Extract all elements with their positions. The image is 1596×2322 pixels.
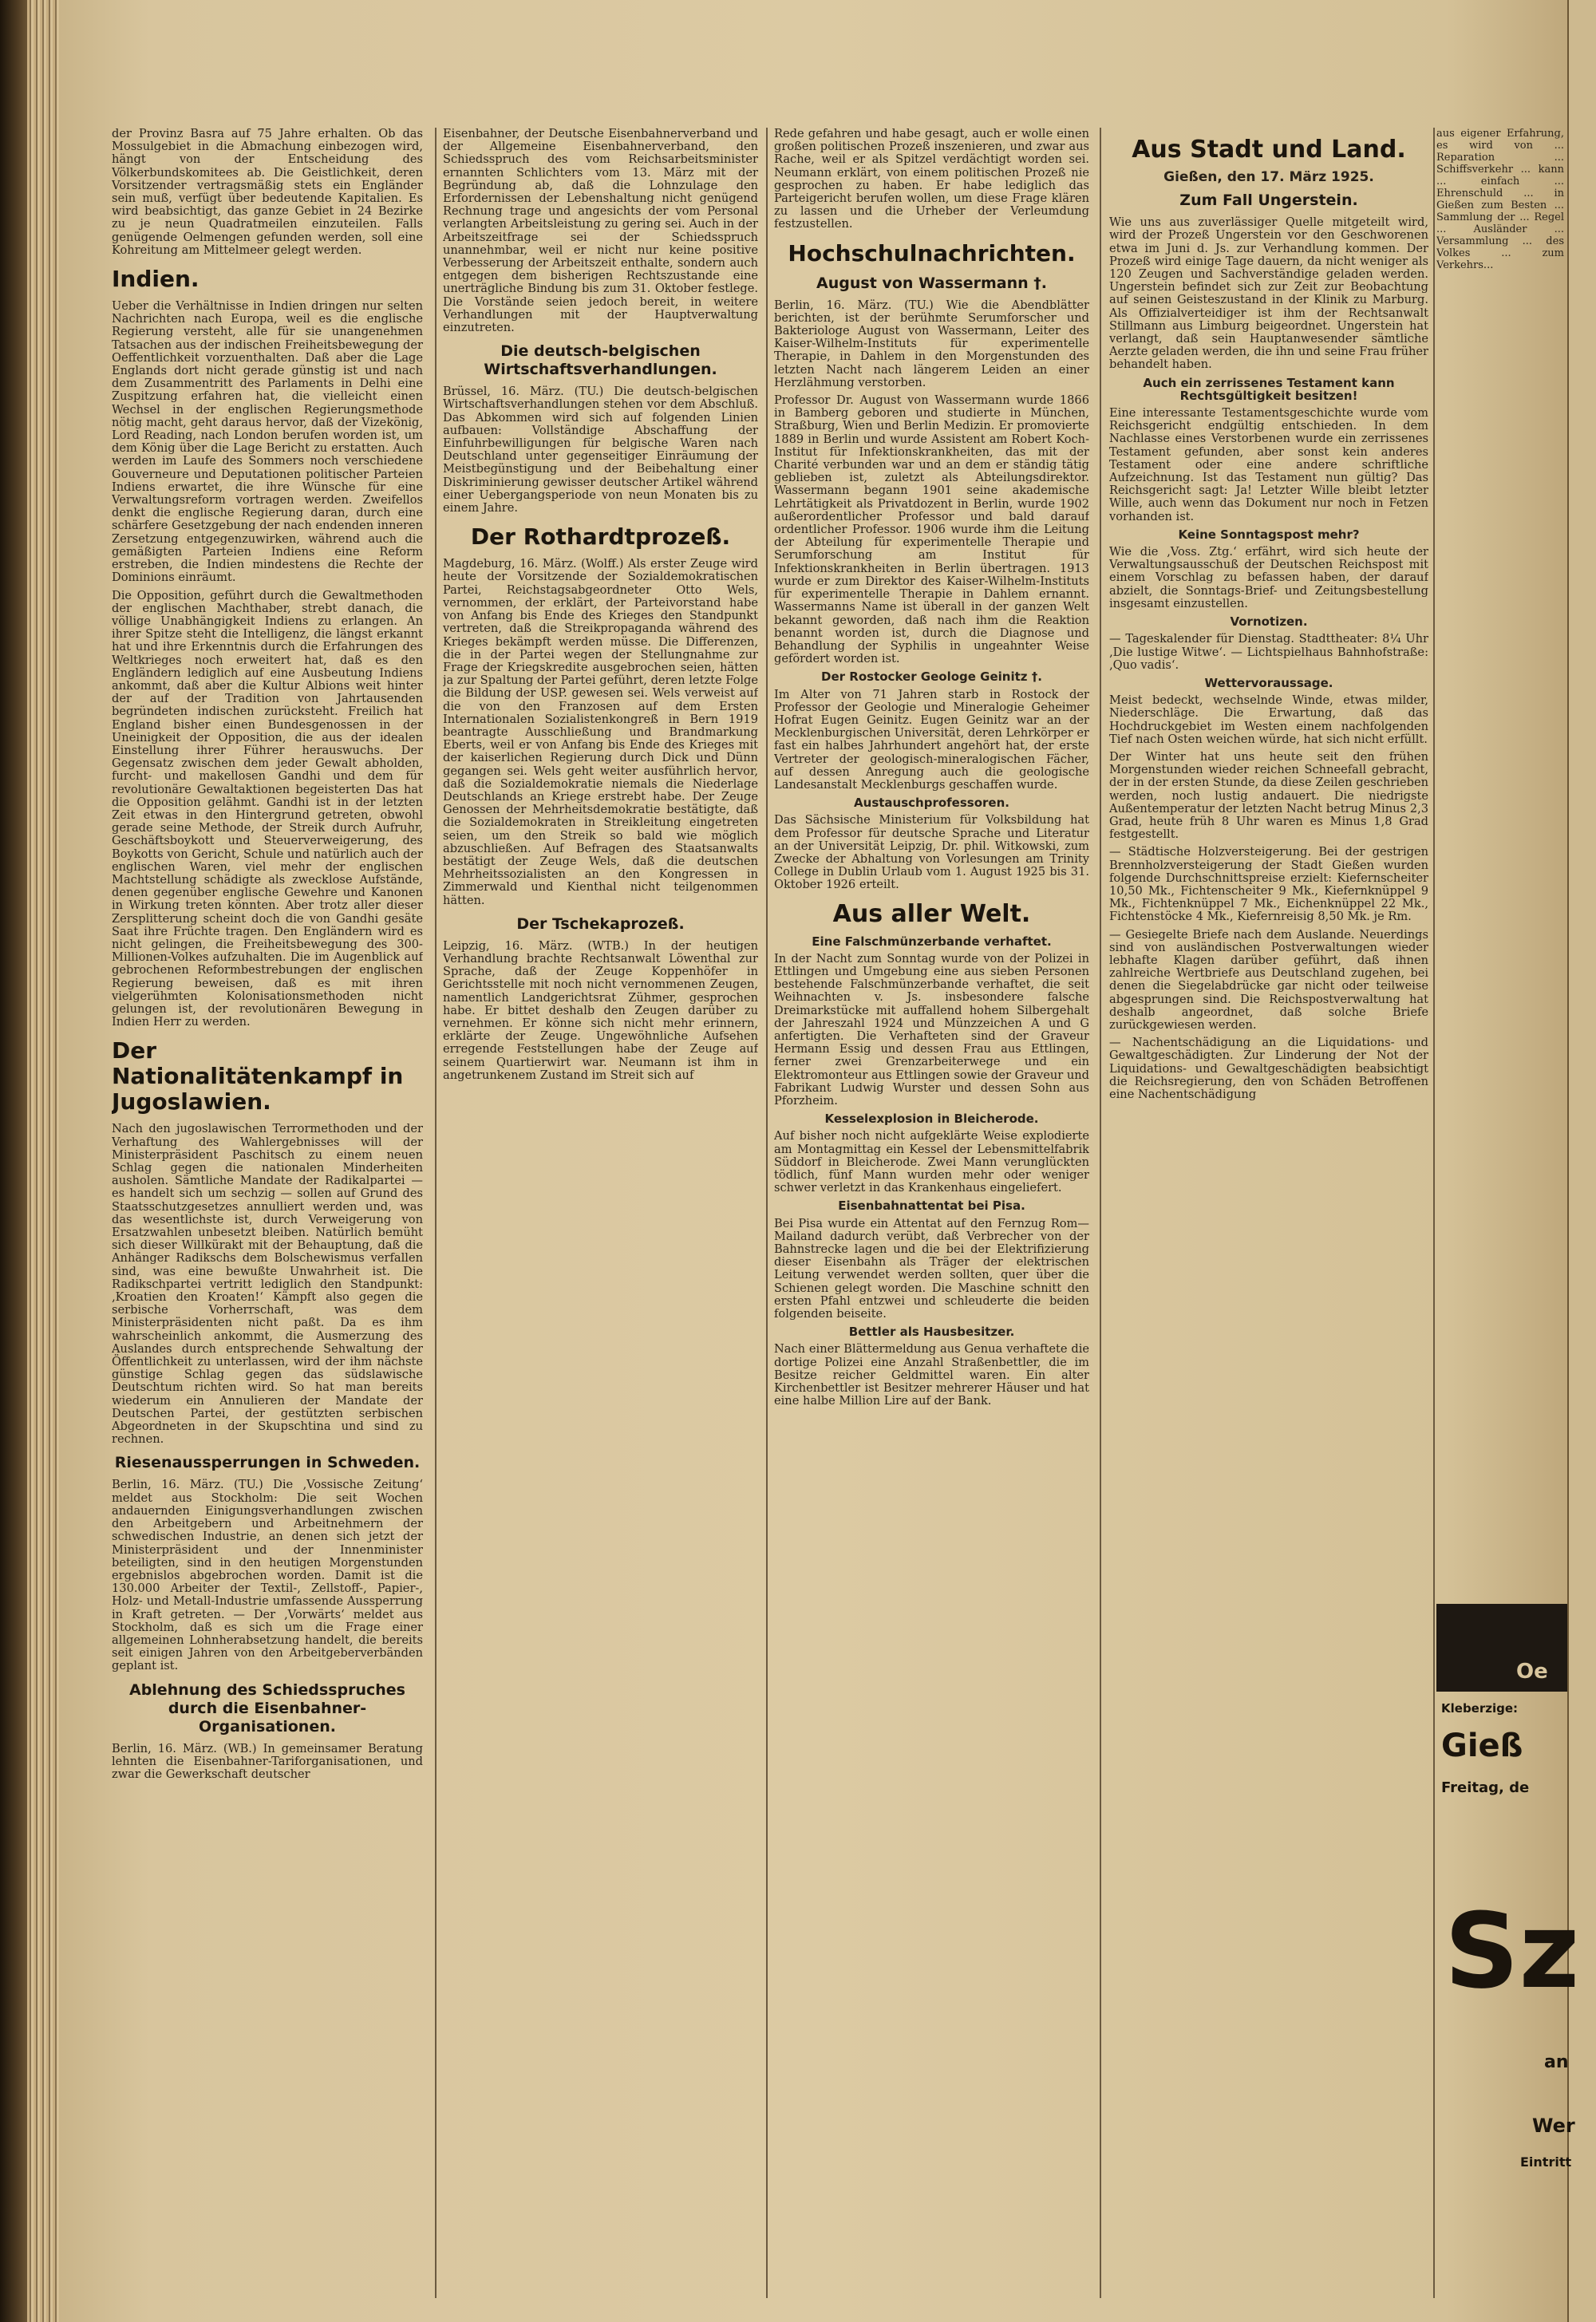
article-text: Leipzig, 16. März. (WTB.) In der heutigen Verhandlung brachte Rechtsanwalt Löwenthal zur Sprache, daß der Zeuge Koppenhöfer in Gerichtsstelle mit noch nicht vernommenen Zeugen, namentlich Landgerichtsrat Zühmer, gesprochen habe. Er bittet deshalb den Zeugen darüber zu vernehmen. Er könne sich nicht mehr erinnern, erklärte der Zeuge. Ungewöhnliche Aufsehen erregende Feststellungen habe der Zeuge auf seinem Quartierwirt war. Neumann ist ihm in angetrunkenem Zustand im Streit sich auf [443, 938, 758, 1082]
headline-wassermann: August von Wassermann †. [816, 274, 1047, 292]
subheading: Eine Falschmünzerbande verhaftet. [812, 934, 1052, 949]
advertisement-text: Gieß [1441, 1728, 1523, 1764]
article-text: Brüssel, 16. März. (TU.) Die deutsch-belgischen Wirtschaftsverhandlungen stehen vor dem Abschluß. Das Abkommen wird sich auf folgenden Linien aufbauen: Vollständige Abschaffung der Einfuhrbewilligungen für belgische Waren nach Deutschland unter gegenseitiger Einräumung der Meistbegünstigung und der Beibehaltung einer Diskriminierung gewisser deutscher Artikel während einer Uebergangsperiode von neun Monaten bis zu einem Jahre. [443, 385, 758, 515]
article-text: Wie die ‚Voss. Ztg.‘ erfährt, wird sich heute der Verwaltungsausschuß der Deutschen Reichspost mit einem Vorschlag zu befassen haben, der darauf abzielt, die Sonntags-Brief- und Zeitungsbestellung insgesamt einzustellen. [1109, 545, 1428, 610]
column-rule [766, 128, 768, 2298]
article-text: — Nachentschädigung an die Liquidations- und Gewaltgeschädigten. Zur Linderung der Not der Liquidations- und Gewaltgeschädigten beabsichtigt die Reichsregierung, den von Schäden Betroffenen eine Nachentschädigung [1109, 1036, 1428, 1101]
article-text: Auf bisher noch nicht aufgeklärte Weise explodierte am Montagmittag ein Kessel der Lebensmittelfabrik Süddorf in Bleicherode. Zwei Mann verunglückten tödlich, fünf Mann wurden mehr oder weniger schwer verletzt in das Krankenhaus eingeliefert. [774, 1129, 1089, 1195]
subheading: Wettervoraussage. [1204, 675, 1333, 690]
article-text: Professor Dr. August von Wassermann wurde 1866 in Bamberg geboren und studierte in München, Straßburg, Wien und Berlin Medizin. Er promovierte 1889 in Berlin und wurde Assistent am Robert Koch-Institut für Infektionskrankheiten, das mit der Charité verbunden war und an dem er ständig tätig geblieben ist, zuletzt als Abteilungsdirektor. Wassermann begann 1901 seine akademische Lehrtätigkeit als Privatdozent in Berlin, wurde 1902 außerordentlicher Professor und bald darauf ordentlicher Professor. 1906 wurde ihm die Leitung der Abteilung für experimentelle Therapie und Serumforschung am Institut für Infektionskrankheiten in Berlin übertragen. 1913 wurde er zum Direktor des Kaiser-Wilhelm-Instituts für experimentelle Therapie in Dahlem ernannt. Wassermanns Name ist überall in der ganzen Welt bekannt geworden, daß nach ihm die Reaktion benannt worden ist, durch die Diagnose und Behandlung der Syphilis in ungeahnter Weise gefördert worden ist. [774, 393, 1089, 666]
column-4 [1109, 128, 1428, 2298]
headline-ablehnung: Ablehnung des Schiedsspruches durch die Eisenbahner-Organisationen. [128, 1680, 405, 1736]
article-text: Im Alter von 71 Jahren starb in Rostock der Professor der Geologie und Mineralogie Geheimer Hofrat Eugen Geinitz. Eugen Geinitz war an der Mecklenburgischen Universität, deren Lehrkörper er fast ein halbes Jahrhundert angehört hat, der erste Vertreter der geologisch-mineralogischen Fächer, auf dessen Anregung auch die geologische Landesanstalt Mecklenburgs geschaffen wurde. [774, 687, 1089, 792]
advertisement-text: Kleberzige: [1441, 1701, 1519, 1716]
article-text: Berlin, 16. März. (TU.) Die ‚Vossische Zeitung‘ meldet aus Stockholm: Die seit Wochen andauernden Einigungsverhandlungen zwischen den Arbeitgebern und Arbeitnehmern der schwedischen Industrie, an denen sich jetzt der Ministerpräsident und der Innenminister beteiligten, sind in den heutigen Morgenstunden ergebnislos abgebrochen worden. Damit ist die 130.000 Arbeiter der Textil-, Zellstoff-, Papier-, Holz- und Metall-Industrie umfassende Aussperrung in Kraft getreten. — Der ‚Vorwärts‘ meldet aus Stockholm, daß es sich um die Frage einer allgemeinen Lohnherabsetzung handelt, die bereits seit einigen Jahren von den Arbeitgeberverbänden geplant ist. [112, 1478, 423, 1673]
subheading: Eisenbahnattentat bei Pisa. [838, 1199, 1025, 1214]
column-1 [112, 128, 423, 2298]
advertisement-text: Wer [1532, 2115, 1575, 2137]
headline-wirtschaftsverhandlungen: Die deutsch-belgischen Wirtschaftsverhandlungen. [484, 342, 717, 379]
article-text: Nach den jugoslawischen Terrormethoden und der Verhaftung des Wahlergebnisses will der Ministerpräsident Paschitsch zu einem neuen Schlag gegen die nationalen Minderheiten ausholen. Sämtliche Mandate der Radikalpartei — es handelt sich um sechzig — sollen auf Grund des Staatsschutzgesetzes annulliert werden und, was das wesentlichste ist, durch Verweigerung von Ersatzwahlen unbesetzt bleiben. Natürlich bemüht sich dieser Willkürakt mit der Behauptung, daß die Anhänger Radikschs dem Bolschewismus verfallen sind, was eine bewußte Unwahrheit ist. Die Radikschpartei vertritt lediglich den Standpunkt: ‚Kroatien den Kroaten!‘ Kämpft also gegen die serbische Vorherrschaft, was dem Ministerpräsidenten nicht paßt. Da es ihm wahrscheinlich ankommt, die Ausmerzung des Auslandes durch entsprechende Sehwaltung der Öffentlichkeit zu unterlassen, wird der ihm nächste günstige Schlag gegen das südslawische Deutschtum richten wird. So hat man bereits wiederum ein Annulieren der Mandate der Deutschen Partei, der gestützten serbischen Abgeordneten in der Skupschtina und sind zu rechnen. [112, 1122, 423, 1447]
article-text: Das Sächsische Ministerium für Volksbildung hat dem Professor für deutsche Sprache und Literatur an der Universität Leipzig, Dr. phil. Witkowski, zum Zwecke der Abhaltung von Vorlesungen am Trinity College in Dublin Urlaub vom 1. August 1925 bis 31. Oktober 1926 erteilt. [774, 813, 1089, 892]
article-text: aus eigener Erfahrung, es wird von ... Reparation ... Schiffsverkehr ... kann ... einfach ... Ehrenschuld ... in Gießen zum Besten ... Sammlung der ... Regel ... Ausländer ... Versammlung ... des Volkes ... zum Verkehrs... [1436, 128, 1564, 271]
article-text: Eisenbahner, der Deutsche Eisenbahnerverband und der Allgemeine Eisenbahnerverband, den Schiedsspruch des vom Reichsarbeitsminister ernannten Schlichters vom 13. März mit der Begründung ab, daß die Lohnzulage den Erfordernissen der Lebenshaltung nicht genügend Rechnung trage und angesichts der vom Personal verlangten Arbeitsleistung zu gering sei. Auch in der Arbeitszeitfrage sei der Schiedsspruch unannehmbar, weil er nicht nur keine positive Verbesserung der Arbeitszeit enthalte, sondern auch entgegen dem bisherigen Rechtszustande eine unerträgliche Bindung bis zum 31. Oktober festlege. Die Vorstände seien jedoch bereit, in weitere Verhandlungen mit der Hauptverwaltung einzutreten. [443, 128, 758, 335]
advertisement-text: an [1544, 2052, 1569, 2072]
advertisement-text: Sz [1444, 1890, 1580, 2012]
article-text: — Tageskalender für Dienstag. Stadttheater: 8¼ Uhr ‚Die lustige Witwe‘. — Lichtspielhaus Bahnhofstraße: ‚Quo vadis‘. [1109, 632, 1428, 672]
article-text: Berlin, 16. März. (WB.) In gemeinsamer Beratung lehnten die Eisenbahner-Tariforganisationen, und zwar die Gewerkschaft deutscher [112, 1741, 423, 1781]
headline-aus-stadt-und-land: Aus Stadt und Land. [1132, 136, 1406, 164]
article-text: Rede gefahren und habe gesagt, auch er wolle einen großen politischen Prozeß inszenieren, und zwar aus Rache, weil er als Spitzel verdächtigt worden sei. Neumann erklärt, von einem politischen Prozeß nie gesprochen zu haben. Er habe lediglich das Parteigericht berufen wollen, um diese Frage klären zu lassen und die Urheber der Verleumdung festzustellen. [774, 128, 1089, 231]
headline-nationalitaetenkampf: Der Nationalitätenkampf in Jugoslawien. [112, 1037, 404, 1116]
advertisement-text: Oe [1516, 1660, 1548, 1684]
column-rule [1100, 128, 1101, 2298]
headline-aus-aller-welt: Aus aller Welt. [832, 899, 1031, 928]
page-edges [27, 0, 59, 2322]
column-3 [774, 128, 1089, 2298]
article-text: Eine interessante Testamentsgeschichte wurde vom Reichsgericht endgültig entschieden. In dem Nachlasse eines Verstorbenen wurde ein zerrissenes Testament gefunden, aber sonst kein anderes Testament oder eine andere schriftliche Aufzeichnung. Ist das Testament nun gültig? Das Reichsgericht sagt: Ja! Letzter Wille bleibt letzter Wille, auch wenn das Dokument nur noch in Fetzen vorhanden ist. [1109, 406, 1428, 523]
subheading: Auch ein zerrissenes Testament kann Rechtsgültigkeit besitzen! [1143, 375, 1395, 403]
subheading: Der Rostocker Geologe Geinitz †. [821, 669, 1042, 685]
column-2 [443, 128, 758, 2298]
column-5-partial [1436, 128, 1564, 1604]
subheading: Keine Sonntagspost mehr? [1178, 527, 1360, 542]
headline-riesenaussperrungen: Riesenaussperrungen in Schweden. [114, 1454, 421, 1472]
headline-rothardtprozess: Der Rothardtprozeß. [470, 523, 731, 551]
article-text: Magdeburg, 16. März. (Wolff.) Als erster Zeuge wird heute der Vorsitzende der Sozialdemokratischen Partei, Reichstagsabgeordneter Otto Wels, vernommen, der erklärt, der Parteivorstand habe von Anfang bis Ende des Krieges den Standpunkt vertreten, daß die Streikpropaganda während des Krieges bekämpft werden müsse. Die Differenzen, die in der Partei wegen der Stellungnahme zur Frage der Kriegskredite ausgebrochen seien, hätten ja zur Spaltung der Partei geführt, deren letzte Folge die Bildung der USP. gewesen sei. Wels verweist auf die von den Franzosen auf dem Ersten Internationalen Sozialistenkongreß in Bern 1919 beantragte Ausschließung und Brandmarkung Eberts, weil er von Anfang bis Ende des Krieges mit der kaiserlichen Regierung durch Dick und Dünn gegangen sei. Wels geht weiter ausführlich hervor, daß die Sozialdemokratie niemals die Niederlage Deutschlands an Kriege erstrebt habe. Der Zeuge Genossen der Mehrheitsdemokratie bestätigte, daß die Sozialdemokraten in Streikleitung eingetreten seien, um den Streik so bald wie möglich abzuschließen. Auf Befragen des Staatsanwalts bestätigt der Zeuge Wels, daß die deutschen Mehrheitssozialisten an den Kongressen in Zimmerwald und Kienthal nicht teilgenommen hätten. [443, 557, 758, 907]
article-text: — Städtische Holzversteigerung. Bei der gestrigen Brennholzversteigerung der Stadt Gießen wurden folgende Durchschnittspreise erzielt: Kiefernscheiter 10,50 Mk., Fichtenscheiter 9 Mk., Kiefernknüppel 9 Mk., Fichtenknüppel 7 Mk., Eichenknüppel 22 Mk., Fichtenstöcke 4 Mk., Kiefernreisig 8,50 Mk. je Rm. [1109, 845, 1428, 924]
subheading: Vornotizen. [1230, 614, 1308, 630]
article-text: Meist bedeckt, wechselnde Winde, etwas milder, Niederschläge. Die Erwartung, daß das Hochdruckgebiet im Westen einem nachfolgenden Tief nach Osten weichen würde, hat sich nicht erfüllt. [1109, 693, 1428, 746]
subheading: Austauschprofessoren. [854, 796, 1009, 811]
article-text: der Provinz Basra auf 75 Jahre erhalten. Ob das Mossulgebiet in die Abmachung einbezogen wird, hängt von der Entscheidung des Völkerbundskomitees ab. Die Geistlichkeit, deren Vorsitzender vertragsmäßig stets ein Engländer sein muß, verfügt über bedeutende Kapitalien. Es wird beabsichtigt, das ganze Gebiet in 24 Bezirke zu je neun Quadratmeilen einzuteilen. Falls genügende Oelmengen gefunden werden, soll eine Kohreitung am Mittelmeer gelegt werden. [112, 128, 423, 257]
headline-hochschulnachrichten: Hochschulnachrichten. [788, 239, 1076, 267]
headline-indien: Indien. [112, 266, 200, 293]
article-text: — Gesiegelte Briefe nach dem Auslande. Neuerdings sind von ausländischen Postverwaltungen wieder lebhafte Klagen darüber geführt, daß ihnen zahlreiche Wertbriefe aus Deutschland zugehen, bei denen die Siegelabdrücke gar nicht oder teilweise abgesprungen sind. Die Reichspostverwaltung hat deshalb angeordnet, daß solche Briefe zurückgewiesen werden. [1109, 927, 1428, 1032]
advertisement-text: Eintritt [1520, 2154, 1572, 2170]
article-text: In der Nacht zum Sonntag wurde von der Polizei in Ettlingen und Umgebung eine aus sieben Personen bestehende Falschmünzerbande verhaftet, die seit Weihnachten v. Js. insbesondere falsche Dreimarkstücke mit auffallend hohem Silbergehalt der Jahreszahl 1924 und Münzzeichen A und G anfertigten. Die Verhafteten sind der Graveur Hermann Essig und dessen Frau aus Ettlingen, ferner zwei Grenzarbeiterwege und ein Elektromonteur aus Ettlingen sowie der Graveur und Fabrikant Ludwig Wurster und dessen Sohn aus Pforzheim. [774, 951, 1089, 1108]
headline-fall-ungerstein: Zum Fall Ungerstein. [1179, 192, 1358, 210]
advertisement-text: Freitag, de [1441, 1779, 1530, 1796]
subheading: Bettler als Hausbesitzer. [848, 1325, 1015, 1340]
column-rule [435, 128, 437, 2298]
article-text: Nach einer Blättermeldung aus Genua verhaftete die dortige Polizei eine Anzahl Straßenbettler, die im Besitze reicher Geldmittel waren. Ein alter Kirchenbettler ist Besitzer mehrerer Häuser und hat eine halbe Million Lire auf der Bank. [774, 1342, 1089, 1408]
headline-tschekaprozess: Der Tschekaprozeß. [516, 914, 685, 933]
article-text: Bei Pisa wurde ein Attentat auf den Fernzug Rom—Mailand dadurch verübt, daß Verbrecher von der Bahnstrecke lagen und die bei der Elektrifizierung dieser Eisenbahn als Träger der elektrischen Leitung verwendet werden sollten, quer über die Schienen gelegt worden. Die Maschine schnitt den ersten Pfahl entzwei und schleuderte die beiden folgenden beiseite. [774, 1216, 1089, 1321]
article-text: Ueber die Verhältnisse in Indien dringen nur selten Nachrichten nach Europa, weil es die englische Regierung versteht, alle für sie unangenehmen Tatsachen aus der indischen Freiheitsbewegung der Oeffentlichkeit vorzuenthalten. Daß aber die Lage Englands dort nicht gerade günstig ist und nach dem Zusammentritt des Parlaments in Delhi eine Zuspitzung erfahren hat, die vielleicht einen Wechsel in der englischen Regierungsmethode nötig macht, geht daraus hervor, daß der Vizekönig, Lord Reading, nach London berufen worden ist, um dem König über die Lage Bericht zu erstatten. Auch werden im Laufe des Sommers noch verschiedene Gouverneure und Deputationen politischer Parteien Indiens erwartet, die ihre Wünsche für eine Verwaltungsreform vortragen werden. Zweifellos denkt die englische Regierung daran, durch eine schärfere Gesetzgebung der nach endenden inneren Zersetzung entgegenzuwirken, während auch die gemäßigten Parteien Indiens eine Reform erstreben, die Indien mindestens die Rechte der Dominions einräumt. [112, 299, 423, 585]
book-binding [0, 0, 27, 2322]
article-text: Wie uns aus zuverlässiger Quelle mitgeteilt wird, wird der Prozeß Ungerstein vor den Geschworenen etwa im Juni d. Js. zur Verhandlung kommen. Der Prozeß wird einige Tage dauern, da nicht weniger als 120 Zeugen und Sachverständige geladen werden. Ungerstein befindet sich zur Zeit zur Beobachtung auf seinen Geisteszustand in der Klinik zu Marburg. Als Offizialverteidiger ist ihm der Rechtsanwalt Stillmann aus Limburg beigeordnet. Ungerstein hat verlangt, daß sein Hauptanwesender sämtliche Aerzte geladen werden, die ihn und seine Frau früher behandelt haben. [1109, 215, 1428, 372]
article-text: Der Winter hat uns heute seit den frühen Morgenstunden wieder reichen Schneefall gebracht, der in der ersten Stunde, da diese Zeilen geschrieben werden, noch lustig andauert. Die niedrigste Außentemperatur der letzten Nacht betrug Minus 2,3 Grad, heute früh 8 Uhr waren es Minus 1,8 Grad festgestellt. [1109, 749, 1428, 842]
dateline: Gießen, den 17. März 1925. [1163, 169, 1374, 185]
article-text: Berlin, 16. März. (TU.) Wie die Abendblätter berichten, ist der berühmte Serumforscher und Bakteriologe August von Wassermann, Leiter des Kaiser-Wilhelm-Instituts für experimentelle Therapie, in Dahlem in den Morgenstunden des letzten Nacht nach längerem Leiden an einer Herzlähmung verstorben. [774, 298, 1089, 389]
column-rule [1433, 128, 1435, 2298]
subheading: Kesselexplosion in Bleicherode. [824, 1112, 1039, 1127]
article-text: Die Opposition, geführt durch die Gewaltmethoden der englischen Machthaber, strebt danach, die völlige Unabhängigkeit Indiens zu erlangen. An ihrer Spitze steht die Intelligenz, die längst erkannt hat und ihre Erkenntnis durch die Erfahrungen des Weltkrieges noch erweitert hat, daß es den Engländern lediglich auf eine Ausbeutung Indiens ankommt, daß aber die Kultur Albions weit hinter der auf der Tradition von Jahrtausenden begründeten indischen zurücksteht. Freilich hat England bisher einen Bundesgenossen in der Uneinigkeit der Opposition, die aus der idealen Einstellung ihrer Führer herauswuchs. Der Gegensatz zwischen dem jeder Gewalt abholden, furcht- und makellosen Gandhi und dem für revolutionäre Gewaltaktionen begeisterten Das hat die Opposition gelähmt. Gandhi ist in der letzten Zeit etwas in den Hintergrund getreten, obwohl gerade seine Methode, der Streik durch Aufruhr, Geschäftsboykott und Steuerverweigerung, des Boykotts von Gericht, Schule und natürlich auch der englischen Waren, viel mehr der englischen Machtstellung schädigte als zwecklose Aufstände, denen gegenüber englische Gewehre und Kanonen in Wirkung treten könnten. Aber trotz aller dieser Zersplitterung scheint doch die von Gandhi gesäte Saat ihre Früchte tragen. Den Engländern wird es nicht gelingen, die Freiheitsbewegung des 300-Millionen-Volkes aufzuhalten. Die im Augenblick auf gebrochenen Reformbestrebungen der englischen Regierung beweisen, daß es mit ihren vielgerühmten Kolonisationsmethoden nicht gelungen ist, der revolutionären Bewegung in Indien Herr zu werden. [112, 588, 423, 1029]
